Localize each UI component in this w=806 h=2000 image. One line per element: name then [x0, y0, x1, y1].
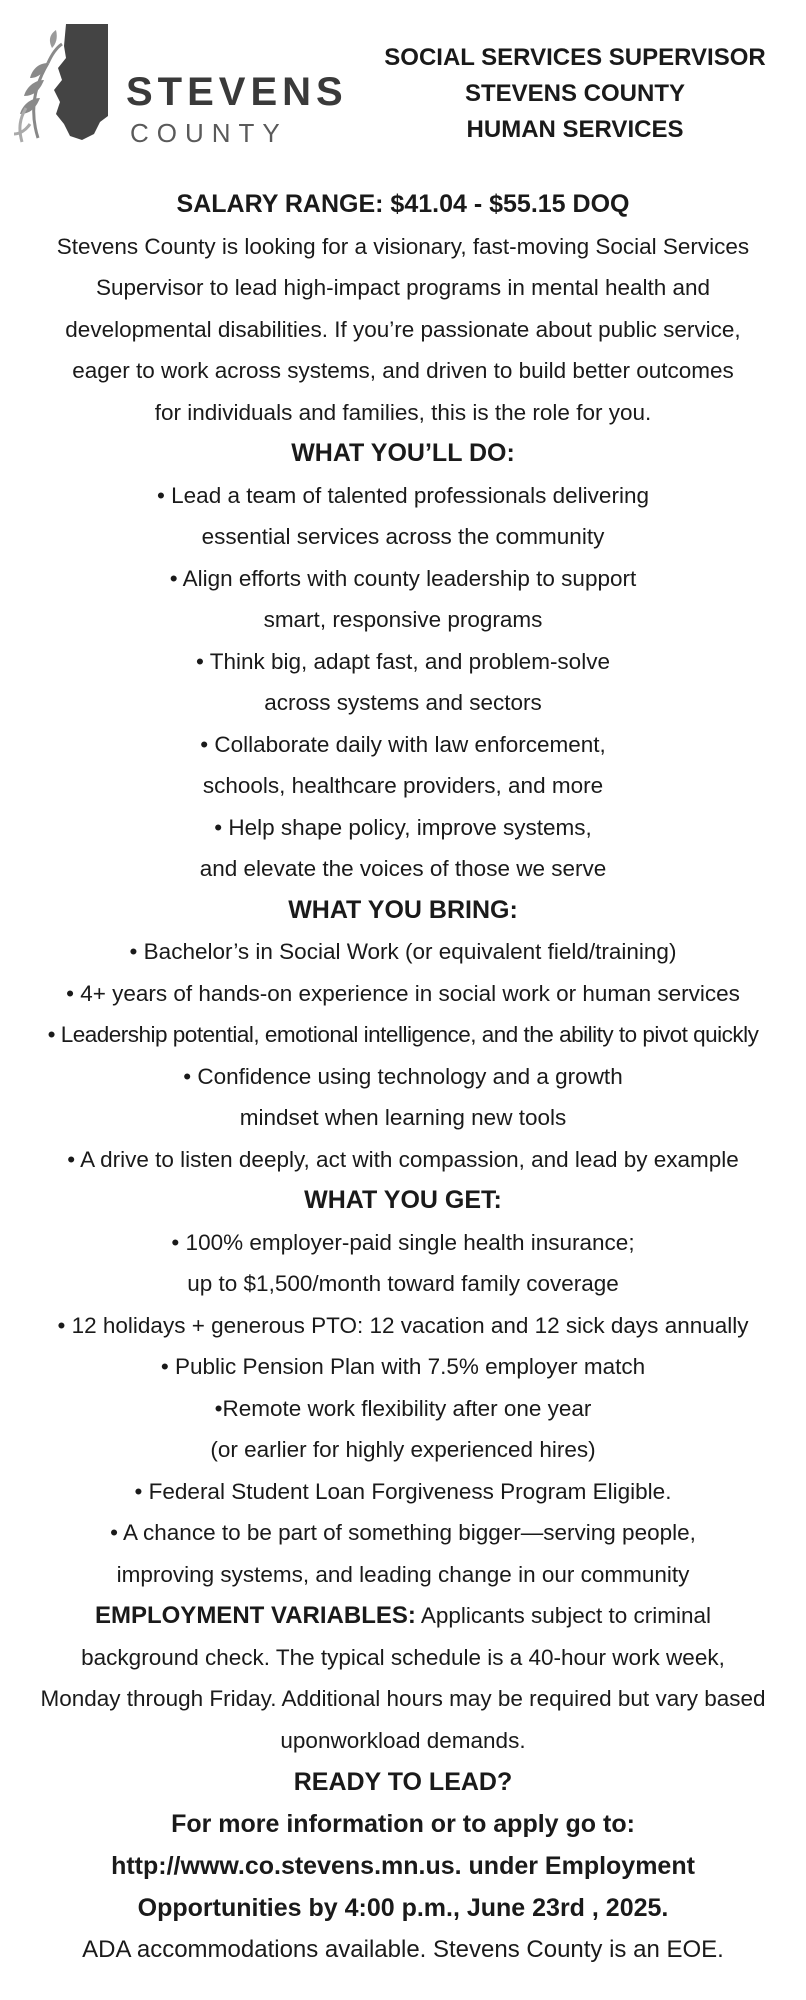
intro-line: for individuals and families, this is the role for you.: [154, 399, 652, 425]
employment-variables-label: EMPLOYMENT VARIABLES:: [94, 1602, 416, 1629]
intro-line: developmental disabilities. If you’re passionate about public service,: [65, 316, 741, 342]
intro-line: Supervisor to lead high-impact programs in mental health and: [95, 275, 711, 300]
apply-url-line[interactable]: http://www.co.stevens.mn.us. under Employment: [111, 1852, 695, 1880]
employment-variables-line: Monday through Friday. Additional hours may be required but vary based: [40, 1686, 766, 1711]
list-item: schools, healthcare providers, and more: [202, 773, 604, 798]
logo-wordmark: STEVENS: [126, 70, 348, 114]
list-item: • A drive to listen deeply, act with compassion, and lead by example: [67, 1146, 739, 1172]
list-item: up to $1,500/month toward family coverage: [187, 1271, 619, 1296]
eoe-footer: ADA accommodations available. Stevens County is an EOE.: [82, 1936, 724, 1963]
apply-info-line: For more information or to apply go to:: [171, 1810, 635, 1838]
job-title-block: [370, 40, 780, 148]
employment-variables-line: [0, 1595, 806, 1637]
department-name: HUMAN SERVICES: [466, 116, 684, 143]
job-title: SOCIAL SERVICES SUPERVISOR: [384, 44, 766, 71]
county-silhouette-with-wheat-icon: [8, 18, 128, 148]
list-item: • Leadership potential, emotional intelligence, and the ability to pivot quickly: [47, 1022, 759, 1047]
list-item: • Lead a team of talented professionals delivering: [157, 482, 649, 508]
employer-name: STEVENS COUNTY: [464, 80, 686, 107]
list-item: •Remote work flexibility after one year: [214, 1395, 592, 1421]
list-item: • Collaborate daily with law enforcement,: [200, 731, 606, 757]
list-item: • 4+ years of hands-on experience in social work or human services: [66, 980, 740, 1006]
what-you-bring-list: [0, 931, 806, 1180]
employment-variables-line: uponworkload demands.: [280, 1727, 526, 1753]
list-item: across systems and sectors: [264, 690, 542, 715]
list-item: • Think big, adapt fast, and problem-solve: [196, 648, 610, 674]
list-item: improving systems, and leading change in our community: [116, 1561, 690, 1587]
ready-to-lead-heading: READY TO LEAD?: [293, 1768, 513, 1796]
employment-variables-line: background check. The typical schedule is a 40-hour work week,: [81, 1644, 725, 1670]
closing-block: [0, 1761, 806, 1971]
deadline-line: Opportunities by 4:00 p.m., June 23rd , 2025.: [137, 1894, 669, 1922]
list-item: • Public Pension Plan with 7.5% employer match: [160, 1354, 646, 1379]
ad-header: [0, 0, 806, 180]
section-heading-what-you-get: WHAT YOU GET:: [304, 1186, 502, 1214]
salary-range: SALARY RANGE: $41.04 - $55.15 DOQ: [176, 190, 630, 218]
section-heading-what-you-do: WHAT YOU’LL DO:: [291, 439, 515, 467]
what-you-do-list: [0, 475, 806, 890]
list-item: mindset when learning new tools: [239, 1105, 567, 1130]
ad-body: [0, 184, 806, 1971]
logo-subtitle: COUNTY: [130, 118, 288, 148]
intro-line: Stevens County is looking for a visionary, fast-moving Social Services: [56, 233, 750, 259]
list-item: • Help shape policy, improve systems,: [214, 814, 592, 840]
list-item: • Federal Student Loan Forgiveness Program Eligible.: [134, 1478, 672, 1504]
stevens-county-logo: [8, 18, 348, 158]
what-you-get-list: [0, 1222, 806, 1596]
employment-variables: [0, 1595, 806, 1761]
list-item: (or earlier for highly experienced hires): [210, 1437, 596, 1462]
list-item: • 12 holidays + generous PTO: 12 vacation and 12 sick days annually: [57, 1312, 749, 1338]
intro-paragraph: [0, 226, 806, 434]
list-item: • Bachelor’s in Social Work (or equivalent field/training): [129, 939, 677, 964]
list-item: and elevate the voices of those we serve: [199, 856, 607, 881]
list-item: • 100% employer-paid single health insurance;: [171, 1229, 635, 1255]
list-item: • Confidence using technology and a growth: [183, 1063, 623, 1089]
list-item: • A chance to be part of something bigger—serving people,: [110, 1520, 696, 1545]
list-item: • Align efforts with county leadership to support: [169, 565, 637, 591]
list-item: smart, responsive programs: [263, 607, 543, 632]
list-item: essential services across the community: [201, 524, 605, 549]
intro-line: eager to work across systems, and driven to build better outcomes: [72, 358, 734, 383]
employment-variables-text: Applicants subject to criminal: [415, 1603, 712, 1628]
section-heading-what-you-bring: WHAT YOU BRING:: [288, 895, 518, 924]
